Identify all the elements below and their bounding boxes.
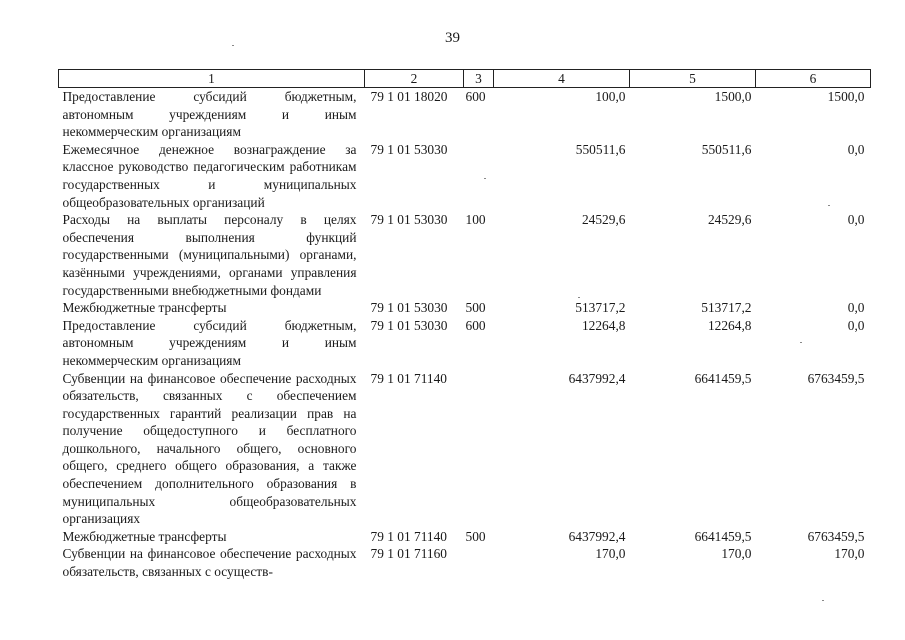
row-expense-type: 500 <box>465 528 486 544</box>
budget-table <box>58 69 871 581</box>
row-value-col6: 0,0 <box>847 317 865 333</box>
scan-speck <box>484 178 486 179</box>
row-value-col6: 0,0 <box>847 212 865 228</box>
row-value-col4: 12264,8 <box>581 317 626 333</box>
row-value-col6: 170,0 <box>834 546 865 562</box>
table-row <box>59 528 871 546</box>
scan-speck <box>232 45 234 46</box>
scan-speck <box>800 342 802 343</box>
row-value-col6: 1500,0 <box>827 89 865 104</box>
row-target-code: 79 1 01 18020 <box>370 89 448 104</box>
row-value-col5: 170,0 <box>721 546 752 562</box>
row-expense-type <box>464 141 494 211</box>
table-row <box>59 299 871 317</box>
row-expense-type <box>464 545 494 580</box>
row-value-col6: 0,0 <box>847 300 865 316</box>
row-value-col4: 24529,6 <box>581 212 626 228</box>
table-row <box>59 211 871 299</box>
scan-speck <box>822 600 824 601</box>
row-description: Межбюджетные трансферты <box>62 528 227 544</box>
table-row <box>59 88 871 141</box>
row-target-code: 79 1 01 53030 <box>370 300 448 316</box>
row-value-col5: 12264,8 <box>707 317 752 333</box>
row-value-col4: 100,0 <box>595 89 626 104</box>
row-value-col6: 0,0 <box>847 141 865 157</box>
scan-speck <box>828 205 830 206</box>
column-number-6: 6 <box>756 70 871 88</box>
row-target-code: 79 1 01 71140 <box>370 370 447 386</box>
column-number-2: 2 <box>365 70 464 88</box>
row-value-col5: 6641459,5 <box>694 370 752 386</box>
column-number-4: 4 <box>494 70 630 88</box>
row-value-col5: 513717,2 <box>701 300 752 316</box>
row-value-col5: 550511,6 <box>701 141 752 157</box>
row-description: Предоставление субсидий бюджетным, автономным учреждениям и иным некоммерческим организациям <box>62 317 357 368</box>
row-description: Субвенции на финансовое обеспечение расходных обязательств, связанных с обеспечением государственных гарантий реализации прав на получение общедоступного и бесплатного дошкольного, начального общего, основного общего, среднего общего образования, а также обеспечением дополнительного образования в муниципальных общеобразовательных организациях <box>62 370 357 527</box>
row-description: Ежемесячное денежное вознаграждение за классное руководство педагогическим работникам государственных и муниципальных общеобразовательных организаций <box>62 141 357 210</box>
row-target-code: 79 1 01 71160 <box>370 546 447 562</box>
row-target-code: 79 1 01 53030 <box>370 141 448 157</box>
row-description: Предоставление субсидий бюджетным, автономным учреждениям и иным некоммерческим организациям <box>62 89 357 140</box>
scan-speck <box>578 297 580 298</box>
row-expense-type <box>464 370 494 528</box>
row-value-col4: 6437992,4 <box>568 370 626 386</box>
table-row <box>59 545 871 580</box>
row-value-col4: 170,0 <box>595 546 626 562</box>
column-number-header <box>59 70 871 88</box>
row-target-code: 79 1 01 53030 <box>370 317 448 333</box>
row-expense-type: 600 <box>465 317 486 333</box>
row-target-code: 79 1 01 71140 <box>370 528 447 544</box>
row-expense-type: 600 <box>465 89 486 104</box>
row-value-col4: 513717,2 <box>575 300 626 316</box>
row-description: Расходы на выплаты персоналу в целях обеспечения выполнения функций государственными (муниципальными) органами, казёнными учреждениями, органами управления государственными внебюджетными фондами <box>62 212 357 298</box>
row-value-col4: 6437992,4 <box>568 528 626 544</box>
table-row <box>59 317 871 370</box>
column-number-1: 1 <box>59 70 365 88</box>
row-value-col6: 6763459,5 <box>807 528 865 544</box>
row-description: Субвенции на финансовое обеспечение расходных обязательств, связанных с осуществ- <box>62 546 357 580</box>
column-number-3: 3 <box>464 70 494 88</box>
table-row <box>59 370 871 528</box>
column-number-5: 5 <box>630 70 756 88</box>
table-row <box>59 141 871 211</box>
row-description: Межбюджетные трансферты <box>62 300 227 316</box>
row-target-code: 79 1 01 53030 <box>370 212 448 228</box>
row-value-col6: 6763459,5 <box>807 370 865 386</box>
row-expense-type: 500 <box>465 300 486 316</box>
row-value-col5: 1500,0 <box>714 89 752 104</box>
row-value-col4: 550511,6 <box>575 141 626 157</box>
row-expense-type: 100 <box>465 212 486 228</box>
row-value-col5: 6641459,5 <box>694 528 752 544</box>
row-value-col5: 24529,6 <box>707 212 752 228</box>
page-number: 39 <box>445 30 460 46</box>
